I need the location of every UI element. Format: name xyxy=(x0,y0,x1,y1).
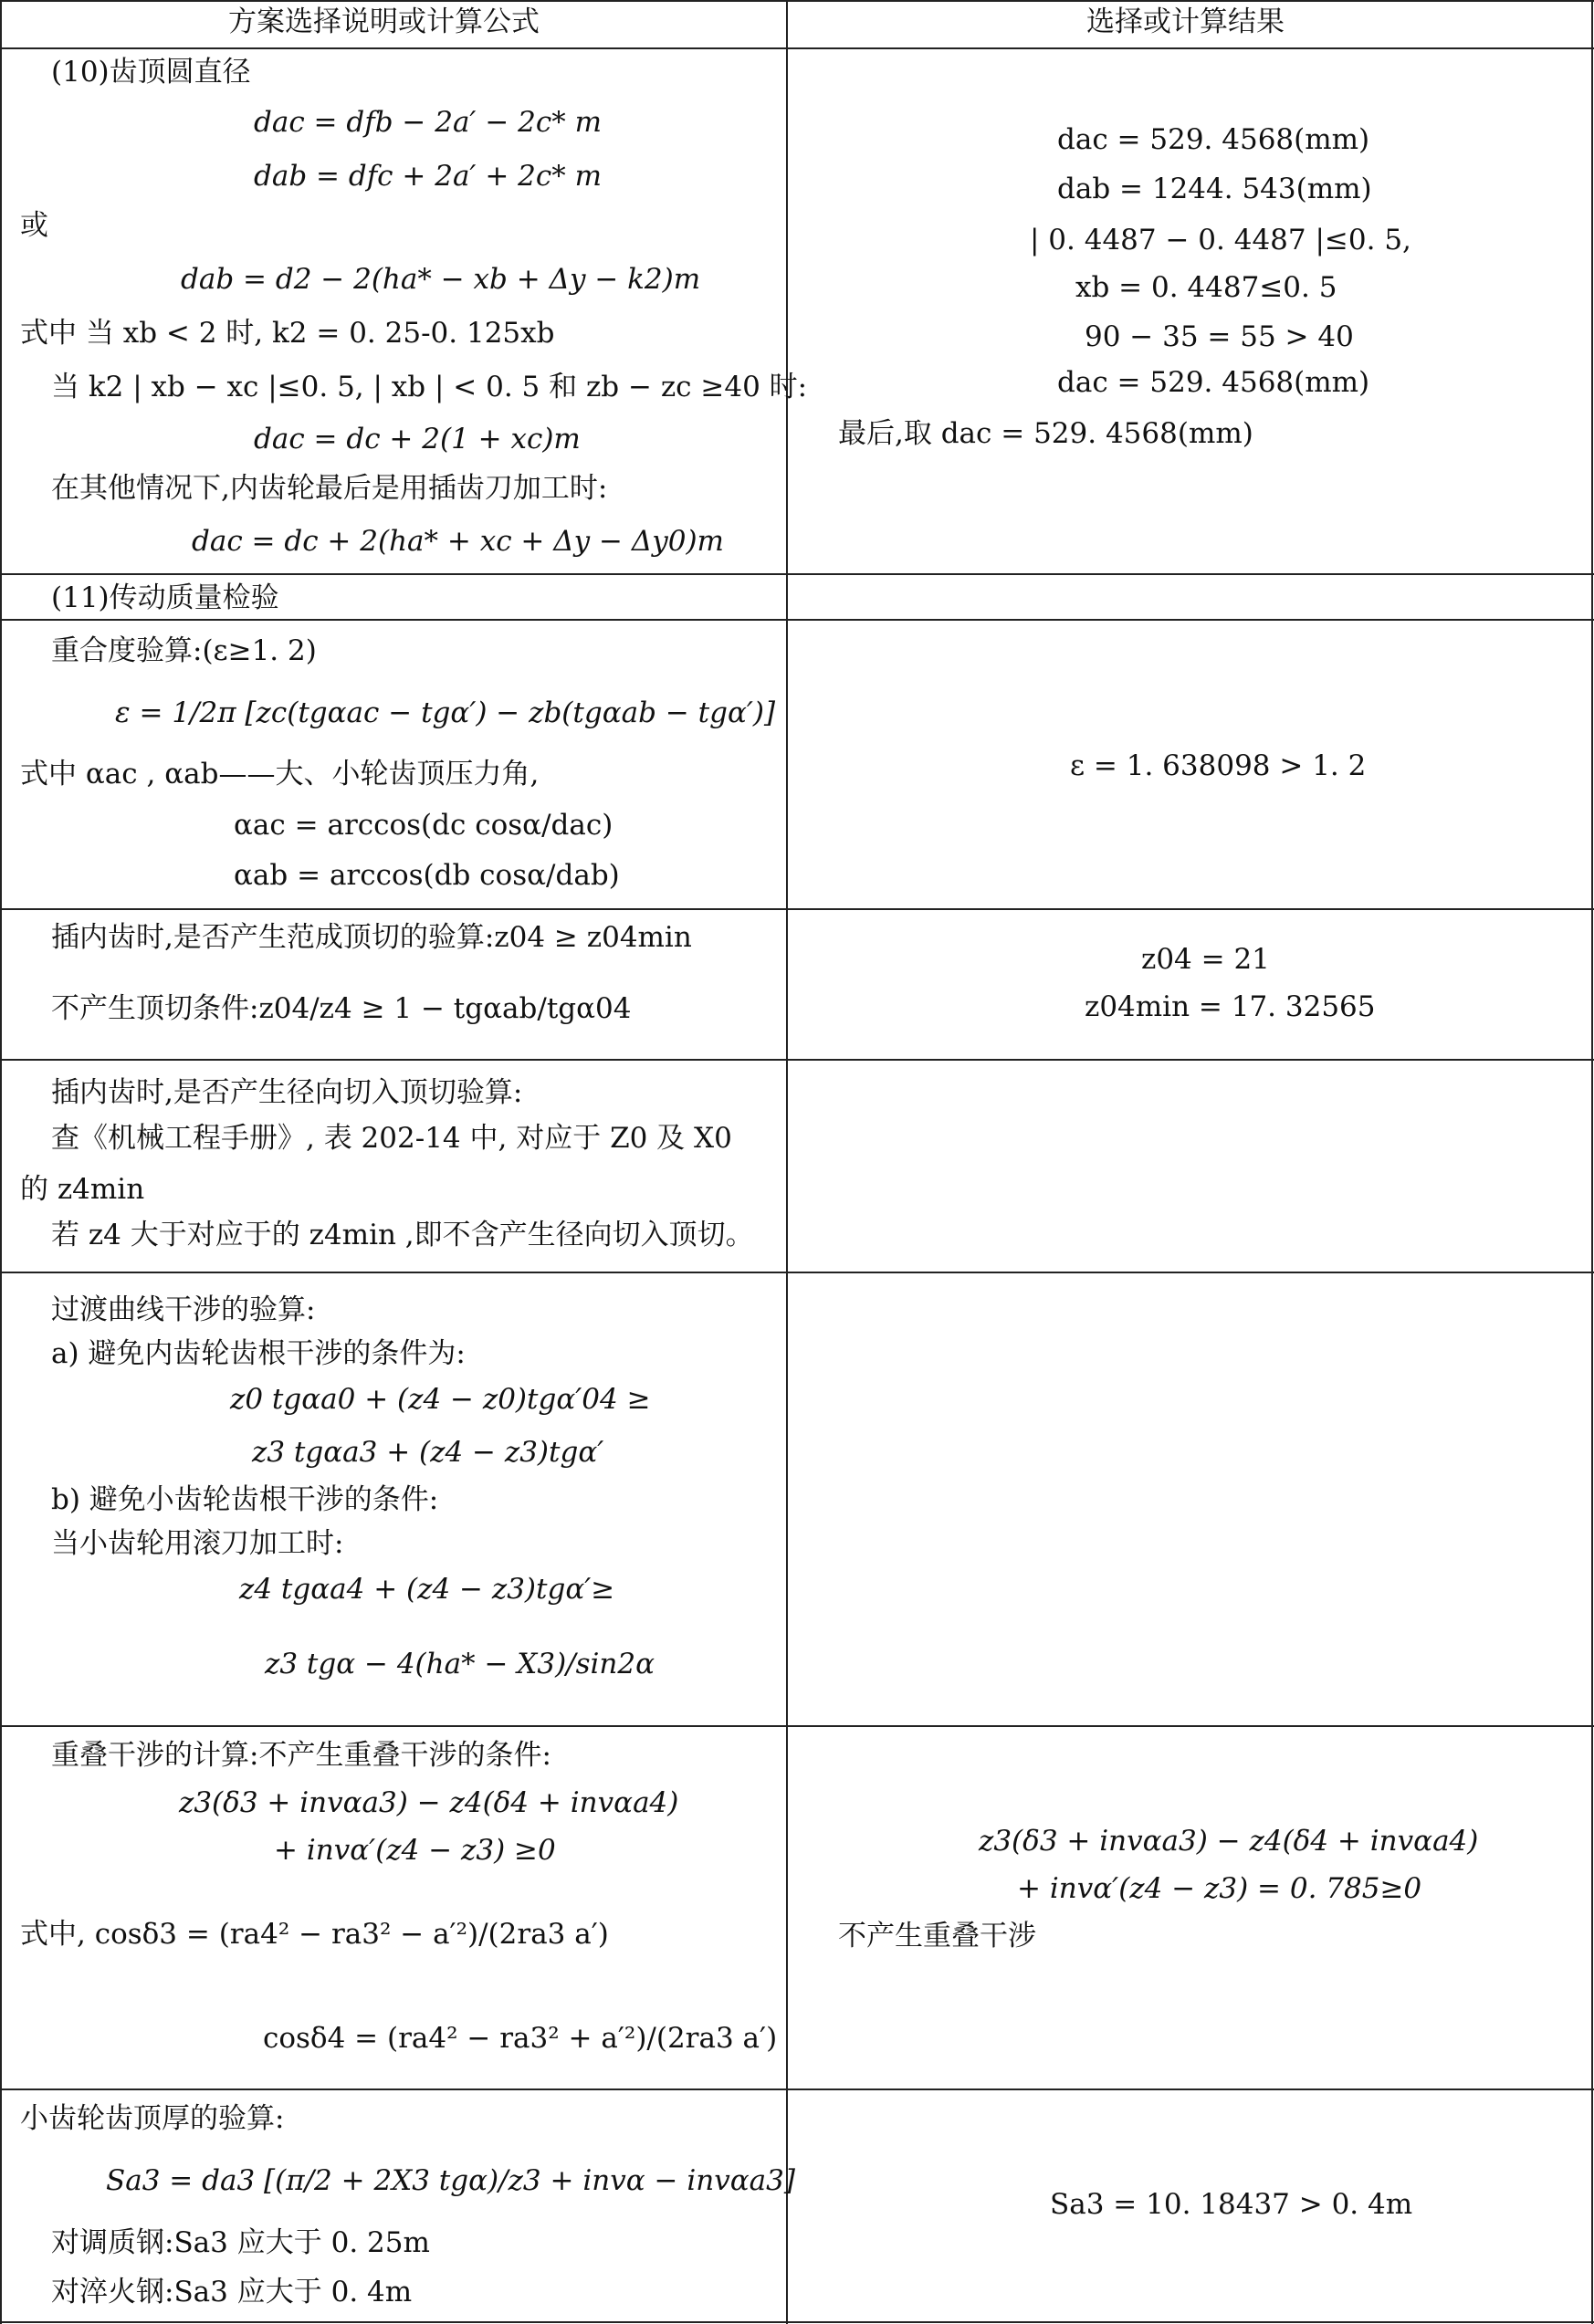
row-divider xyxy=(0,619,1594,621)
result-xb: xb = 0. 4487≤0. 5 xyxy=(1075,271,1337,304)
where-k2: 式中 当 xb < 2 时, k2 = 0. 25-0. 125xb xyxy=(20,317,555,350)
alpha-ac-formula: αac = arccos(dc cosα/dac) xyxy=(234,809,613,842)
overlap-cos-delta4: cosδ4 = (ra4² − ra3² + a′²)/(2ra3 a′) xyxy=(263,2022,778,2055)
overlap-result-1: z3(δ3 + invαa3) − z4(δ4 + invαa4) xyxy=(979,1825,1479,1858)
tip-thickness-title: 小齿轮齿顶厚的验算: xyxy=(20,2102,285,2135)
tip-thickness-quenched: 对淬火钢:Sa3 应大于 0. 4m xyxy=(51,2276,413,2308)
section-11-title: (11)传动质量检验 xyxy=(51,581,279,614)
header-divider xyxy=(0,47,1594,49)
alpha-ab-formula: αab = arccos(db cosα/dab) xyxy=(234,859,620,892)
formula-dac-shaper: dac = dc + 2(ha* + xc + Δy − Δy0)m xyxy=(192,525,724,558)
row-divider xyxy=(0,573,1594,575)
table-border-right xyxy=(1591,0,1593,2324)
transition-formula-a1: z0 tgαa0 + (z4 − z0)tgα′04 ≥ xyxy=(230,1383,651,1416)
formula-dac: dac = dfb − 2a′ − 2c* m xyxy=(254,106,602,139)
tip-cut-title: 插内齿时,是否产生范成顶切的验算:z04 ≥ z04min xyxy=(51,921,692,954)
transition-title: 过渡曲线干涉的验算: xyxy=(51,1293,316,1326)
result-final: 最后,取 dac = 529. 4568(mm) xyxy=(838,417,1253,450)
z04-result: z04 = 21 xyxy=(1141,943,1270,976)
formula-dac-alt: dac = dc + 2(1 + xc)m xyxy=(254,423,581,455)
result-dab: dab = 1244. 543(mm) xyxy=(1057,173,1372,205)
row-divider xyxy=(0,1725,1594,1727)
formula-dab-alt: dab = d2 − 2(ha* − xb + Δy − k2)m xyxy=(181,263,701,296)
overlap-conclusion: 不产生重叠干涉 xyxy=(838,1920,1036,1952)
overlap-formula-1: z3(δ3 + invαa3) − z4(δ4 + invαa4) xyxy=(179,1786,679,1819)
radial-cut-lookup: 查《机械工程手册》, 表 202-14 中, 对应于 Z0 及 X0 xyxy=(51,1122,732,1155)
result-dac: dac = 529. 4568(mm) xyxy=(1057,123,1370,156)
transition-formula-b1: z4 tgαa4 + (z4 − z3)tgα′≥ xyxy=(239,1573,615,1606)
transition-condition-b: b) 避免小齿轮齿根干涉的条件: xyxy=(51,1483,439,1516)
formula-dab: dab = dfc + 2a′ + 2c* m xyxy=(254,160,602,193)
row-divider xyxy=(0,908,1594,910)
header-right: 选择或计算结果 xyxy=(1086,5,1285,38)
radial-cut-title: 插内齿时,是否产生径向切入顶切验算: xyxy=(51,1076,523,1109)
row-divider xyxy=(0,1059,1594,1061)
result-dac-2: dac = 529. 4568(mm) xyxy=(1057,366,1370,399)
row-divider xyxy=(0,1272,1594,1273)
contact-ratio-formula: ε = 1/2π [zc(tgαac − tgα′) − zb(tgαab − tgα′)] xyxy=(115,696,776,729)
where-condition: 当 k2 | xb − xc |≤0. 5, | xb | < 0. 5 和 zb − zc ≥40 时: xyxy=(51,371,808,403)
column-divider xyxy=(786,0,788,2324)
transition-formula-a2: z3 tgαa3 + (z4 − z3)tgα′ xyxy=(252,1436,604,1469)
row-divider xyxy=(0,2088,1594,2090)
contact-result: ε = 1. 638098 > 1. 2 xyxy=(1070,749,1367,782)
table-border-bottom xyxy=(0,2321,1594,2323)
radial-cut-conclusion: 若 z4 大于对应于的 z4min ,即不含产生径向切入顶切。 xyxy=(51,1219,754,1251)
tip-thickness-result: Sa3 = 10. 18437 > 0. 4m xyxy=(1050,2188,1413,2221)
contact-where: 式中 αac , αab——大、小轮齿顶压力角, xyxy=(20,758,540,790)
result-z-diff: 90 − 35 = 55 > 40 xyxy=(1085,320,1354,353)
z04min-result: z04min = 17. 32565 xyxy=(1085,990,1376,1023)
or-label: 或 xyxy=(20,209,48,242)
result-check: | 0. 4487 − 0. 4487 |≤0. 5, xyxy=(1030,224,1411,256)
radial-cut-z4min: 的 z4min xyxy=(20,1173,145,1206)
tip-cut-condition: 不产生顶切条件:z04/z4 ≥ 1 − tgαab/tgα04 xyxy=(51,992,632,1025)
overlap-title: 重叠干涉的计算:不产生重叠干涉的条件: xyxy=(51,1739,551,1772)
overlap-cos-delta3: 式中, cosδ3 = (ra4² − ra3² − a′²)/(2ra3 a′) xyxy=(20,1918,609,1951)
section-10-title: (10)齿顶圆直径 xyxy=(51,56,251,89)
table-border-left xyxy=(0,0,2,2324)
tip-thickness-formula: Sa3 = da3 [(π/2 + 2X3 tgα)/z3 + invα − invαa3] xyxy=(106,2164,795,2197)
tip-thickness-tempered: 对调质钢:Sa3 应大于 0. 25m xyxy=(51,2226,430,2259)
transition-formula-b2: z3 tgα − 4(ha* − X3)/sin2α xyxy=(265,1648,655,1680)
overlap-formula-2: + invα′(z4 − z3) ≥0 xyxy=(274,1834,556,1867)
transition-condition-a: a) 避免内齿轮齿根干涉的条件为: xyxy=(51,1337,466,1370)
table-border-top xyxy=(0,0,1594,2)
transition-hob-case: 当小齿轮用滚刀加工时: xyxy=(51,1527,344,1560)
overlap-result-2: + invα′(z4 − z3) = 0. 785≥0 xyxy=(1017,1872,1422,1905)
contact-ratio-title: 重合度验算:(ε≥1. 2) xyxy=(51,634,317,667)
header-left: 方案选择说明或计算公式 xyxy=(228,5,540,38)
other-case-text: 在其他情况下,内齿轮最后是用插齿刀加工时: xyxy=(51,472,608,505)
